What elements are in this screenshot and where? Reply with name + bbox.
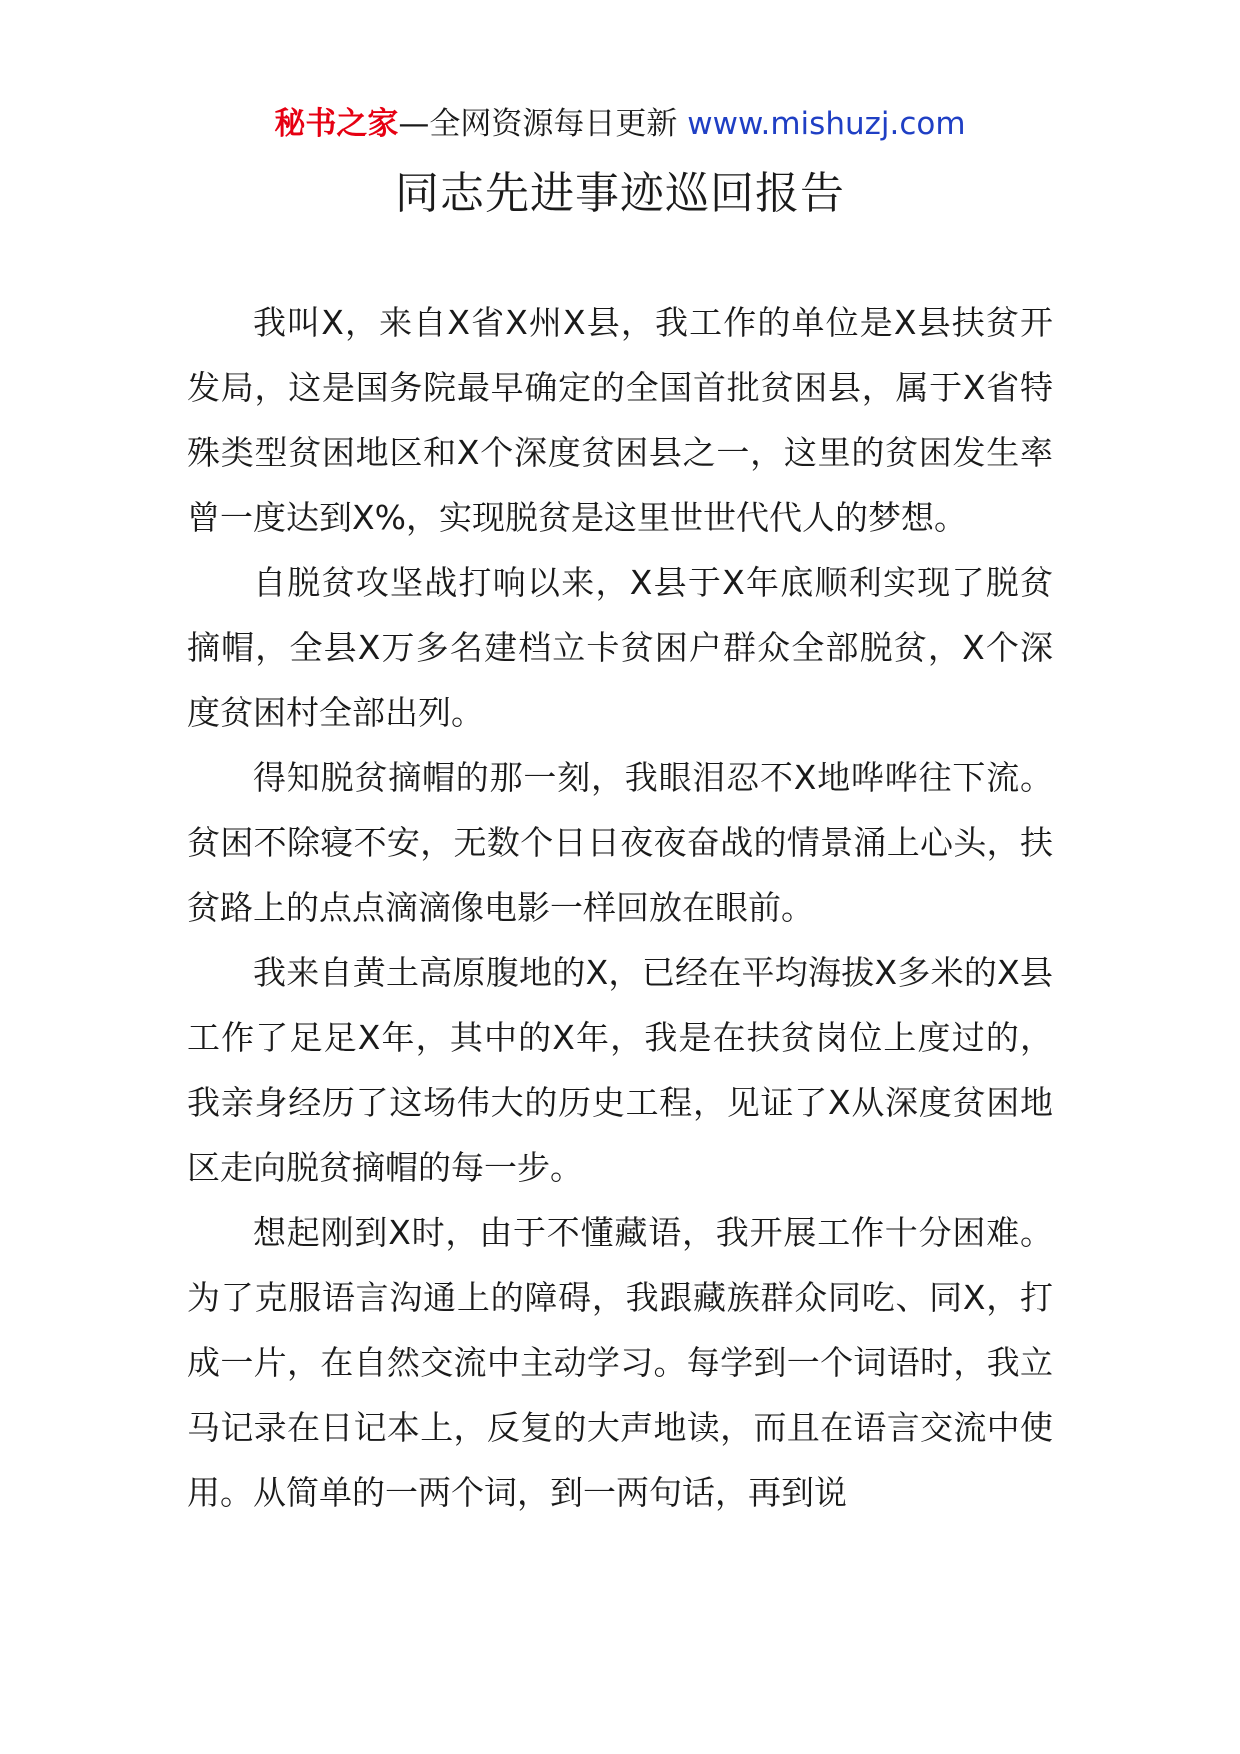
paragraph-4: 我来自黄土高原腹地的X，已经在平均海拔X多米的X县工作了足足X年，其中的X年，我是在扶贫岗位上度过的，我亲身经历了这场伟大的历史工程，见证了X从深度贫困地区走向脱贫摘帽的每一步。 [187,953,1053,1187]
paragraph-3: 得知脱贫摘帽的那一刻，我眼泪忍不X地哗哗往下流。贫困不除寝不安，无数个日日夜夜奋战的情景涌上心头，扶贫路上的点点滴滴像电影一样回放在眼前。 [187,758,1053,927]
document-body [187,290,1053,1525]
paragraph-1: 我叫X，来自X省X州X县，我工作的单位是X县扶贫开发局，这是国务院最早确定的全国首批贫困县，属于X省特殊类型贫困地区和X个深度贫困县之一，这里的贫困发生率曾一度达到X%，实现脱贫是这里世世代代人的梦想。 [187,303,1053,537]
site-tagline: —全网资源每日更新 [398,106,678,142]
site-header [0,104,1240,144]
paragraph-2: 自脱贫攻坚战打响以来，X县于X年底顺利实现了脱贫摘帽，全县X万多名建档立卡贫困户群众全部脱贫，X个深度贫困村全部出列。 [187,563,1053,732]
site-url-link[interactable]: www.mishuzj.com [687,106,966,142]
site-brand: 秘书之家 [274,106,399,142]
paragraph-5: 想起刚到X时，由于不懂藏语，我开展工作十分困难。为了克服语言沟通上的障碍，我跟藏族群众同吃、同X，打成一片，在自然交流中主动学习。每学到一个词语时，我立马记录在日记本上，反复的大声地读，而且在语言交流中使用。从简单的一两个词，到一两句话，再到说 [187,1213,1053,1512]
document-title: 同志先进事迹巡回报告 [395,168,845,219]
